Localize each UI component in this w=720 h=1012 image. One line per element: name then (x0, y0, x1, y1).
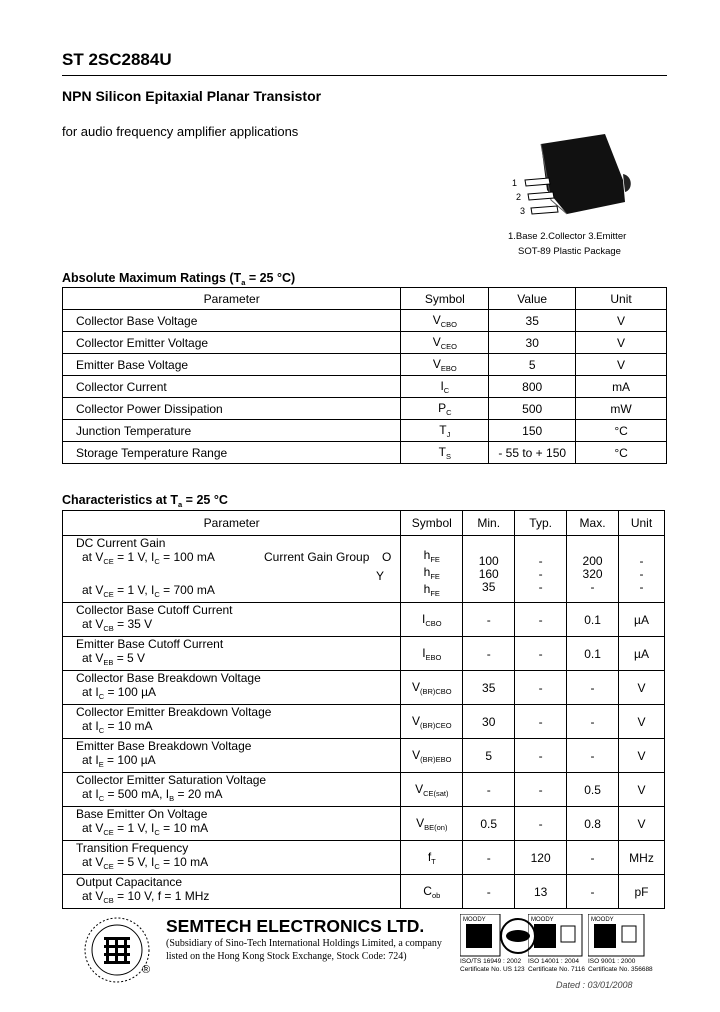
typ-cell: 13 (515, 875, 567, 909)
table-row (63, 398, 667, 420)
parameter-cell: Emitter Base Voltage (63, 354, 401, 376)
parameter-cell: Collector Base Voltage (63, 310, 401, 332)
typ-cell: - (515, 739, 567, 773)
min-cell: - (463, 773, 515, 807)
parameter-cell: Collector Base Breakdown Voltage at $I_C = 100$ µA (63, 671, 401, 705)
unit-cell: pF (619, 875, 665, 909)
dc-gain-symbol: $h_{FE}$ $h_{FE}$ $h_{FE}$ (401, 536, 463, 603)
parameter-cell: Junction Temperature (63, 420, 401, 442)
col-min: Min. (463, 511, 515, 536)
value-cell: - 55 to + 150 (489, 442, 576, 464)
symbol-cell: $V_{CE(sat)}$ (401, 773, 463, 807)
min-cell: 35 (463, 671, 515, 705)
col-symbol: Symbol (401, 511, 463, 536)
symbol-cell: $T_J$ (401, 420, 489, 442)
max-cell: - (567, 739, 619, 773)
unit-cell: mW (576, 398, 667, 420)
table-row (63, 705, 665, 739)
value-cell: 150 (489, 420, 576, 442)
parameter-cell: Output Capacitance at $V_{CB} = 10$ V, f = 1 MHz (63, 875, 401, 909)
unit-cell: µA (619, 637, 665, 671)
device-subtitle: NPN Silicon Epitaxial Planar Transistor (62, 88, 322, 104)
parameter-cell: Emitter Base Cutoff Current at $V_{EB} = 5$ V (63, 637, 401, 671)
col-parameter: Parameter (63, 288, 401, 310)
max-cell: 0.8 (567, 807, 619, 841)
svg-text:MOODY: MOODY (531, 917, 554, 923)
parameter-cell: Collector Emitter Saturation Voltage at $I_C = 500$ mA, $I_B = 20$ mA (63, 773, 401, 807)
symbol-cell: $T_S$ (401, 442, 489, 464)
col-typ: Typ. (515, 511, 567, 536)
abs-max-table (62, 287, 667, 464)
pinout-caption: 1.Base 2.Collector 3.Emitter (508, 231, 627, 242)
package-caption: SOT-89 Plastic Package (518, 246, 621, 257)
svg-text:MOODY: MOODY (591, 917, 614, 923)
col-symbol: Symbol (401, 288, 489, 310)
min-cell: 0.5 (463, 807, 515, 841)
table-row (63, 354, 667, 376)
part-number-title: ST 2SC2884U (62, 50, 172, 69)
value-cell: 500 (489, 398, 576, 420)
cert-badge-1: MOODY ISO/TS 16949 : 2002 Certificate No. US 123 (460, 914, 538, 974)
min-cell: - (463, 841, 515, 875)
table-row (63, 332, 667, 354)
max-cell: - (567, 705, 619, 739)
title-rule (62, 75, 667, 76)
characteristics-heading: Characteristics at $T_a = 25$ °C (62, 493, 228, 509)
unit-cell: µA (619, 603, 665, 637)
value-cell: 35 (489, 310, 576, 332)
symbol-cell: $C_{ob}$ (401, 875, 463, 909)
unit-cell: V (619, 739, 665, 773)
table-row (63, 420, 667, 442)
table-row (63, 442, 667, 464)
table-header-row (63, 288, 667, 310)
symbol-cell: $V_{CBO}$ (401, 310, 489, 332)
application-text: for audio frequency amplifier applications (62, 124, 299, 139)
table-row (63, 310, 667, 332)
typ-cell: - (515, 807, 567, 841)
typ-cell: - (515, 637, 567, 671)
min-cell: - (463, 637, 515, 671)
symbol-cell: $V_{BE(on)}$ (401, 807, 463, 841)
table-row (63, 739, 665, 773)
dated-text: Dated : 03/01/2008 (556, 980, 633, 990)
unit-cell: V (576, 310, 667, 332)
unit-cell: V (619, 671, 665, 705)
parameter-cell: Storage Temperature Range (63, 442, 401, 464)
abs-max-heading: Absolute Maximum Ratings ($T_a = 25$ °C) (62, 271, 296, 287)
table-header-row (63, 511, 665, 536)
max-cell: 0.5 (567, 773, 619, 807)
parameter-cell: Transition Frequency at $V_{CE} = 5$ V, $I_C = 10$ mA (63, 841, 401, 875)
table-row (63, 603, 665, 637)
unit-cell: °C (576, 420, 667, 442)
cert-badge-2: MOODY ISO 14001 : 2004 Certificate No. 7116 (528, 914, 606, 974)
characteristics-table (62, 510, 665, 909)
symbol-cell: $V_{(BR)EBO}$ (401, 739, 463, 773)
registered-mark: ® (142, 964, 151, 976)
max-cell: 0.1 (567, 637, 619, 671)
company-subsidiary-line: (Subsidiary of Sino-Tech International Holdings Limited, a company (166, 938, 442, 949)
unit-cell: V (619, 807, 665, 841)
symbol-cell: $f_T$ (401, 841, 463, 875)
min-cell: - (463, 875, 515, 909)
svg-text:MOODY: MOODY (463, 917, 486, 923)
table-row (63, 807, 665, 841)
table-row (63, 376, 667, 398)
table-row (63, 637, 665, 671)
symbol-cell: $I_{CBO}$ (401, 603, 463, 637)
parameter-cell: Emitter Base Breakdown Voltage at $I_E = 100$ µA (63, 739, 401, 773)
parameter-cell: Collector Emitter Breakdown Voltage at $I_C = 10$ mA (63, 705, 401, 739)
max-cell: - (567, 841, 619, 875)
col-unit: Unit (619, 511, 665, 536)
dc-gain-row (63, 536, 665, 603)
symbol-cell: $I_C$ (401, 376, 489, 398)
table-row (63, 841, 665, 875)
symbol-cell: $V_{(BR)CEO}$ (401, 705, 463, 739)
table-row (63, 671, 665, 705)
pin-2-label: 2 (516, 192, 522, 202)
parameter-cell: Collector Power Dissipation (63, 398, 401, 420)
dc-gain-min: 100 160 35 (463, 536, 515, 603)
typ-cell: - (515, 705, 567, 739)
unit-cell: °C (576, 442, 667, 464)
max-cell: - (567, 875, 619, 909)
dc-gain-parameter: DC Current Gain at $V_{CE} = 1$ V, $I_C = 100$ mA Current Gain Group O Y at $V_{CE} = 1$ V, $I_C = 700$ mA (63, 536, 401, 603)
sot89-package-drawing (505, 130, 640, 220)
parameter-cell: Base Emitter On Voltage at $V_{CE} = 1$ V, $I_C = 10$ mA (63, 807, 401, 841)
unit-cell: V (619, 773, 665, 807)
unit-cell: V (619, 705, 665, 739)
col-max: Max. (567, 511, 619, 536)
col-value: Value (489, 288, 576, 310)
pin-1-label: 1 (512, 178, 518, 188)
unit-cell: V (576, 332, 667, 354)
unit-cell: mA (576, 376, 667, 398)
parameter-cell: Collector Current (63, 376, 401, 398)
col-parameter: Parameter (63, 511, 401, 536)
min-cell: 5 (463, 739, 515, 773)
parameter-cell: Collector Base Cutoff Current at $V_{CB} = 35$ V (63, 603, 401, 637)
dc-gain-max: 200 320 - (567, 536, 619, 603)
max-cell: - (567, 671, 619, 705)
typ-cell: - (515, 773, 567, 807)
value-cell: 30 (489, 332, 576, 354)
typ-cell: - (515, 603, 567, 637)
table-row (63, 875, 665, 909)
col-unit: Unit (576, 288, 667, 310)
parameter-cell: Collector Emitter Voltage (63, 332, 401, 354)
dc-gain-typ: - - - (515, 536, 567, 603)
pin-3-label: 3 (520, 206, 526, 216)
company-name: SEMTECH ELECTRONICS LTD. (166, 916, 425, 936)
symbol-cell: $V_{(BR)CBO}$ (401, 671, 463, 705)
table-row (63, 773, 665, 807)
unit-cell: MHz (619, 841, 665, 875)
max-cell: 0.1 (567, 603, 619, 637)
typ-cell: 120 (515, 841, 567, 875)
symbol-cell: $V_{EBO}$ (401, 354, 489, 376)
symbol-cell: $P_C$ (401, 398, 489, 420)
value-cell: 800 (489, 376, 576, 398)
cert-badge-3: MOODY ISO 9001 : 2000 Certificate No. 356688 (588, 914, 666, 974)
symbol-cell: $V_{CEO}$ (401, 332, 489, 354)
min-cell: 30 (463, 705, 515, 739)
value-cell: 5 (489, 354, 576, 376)
symbol-cell: $I_{EBO}$ (401, 637, 463, 671)
company-listing-line: listed on the Hong Kong Stock Exchange, Stock Code: 724) (166, 951, 407, 962)
min-cell: - (463, 603, 515, 637)
dc-gain-unit: - - - (619, 536, 665, 603)
unit-cell: V (576, 354, 667, 376)
typ-cell: - (515, 671, 567, 705)
